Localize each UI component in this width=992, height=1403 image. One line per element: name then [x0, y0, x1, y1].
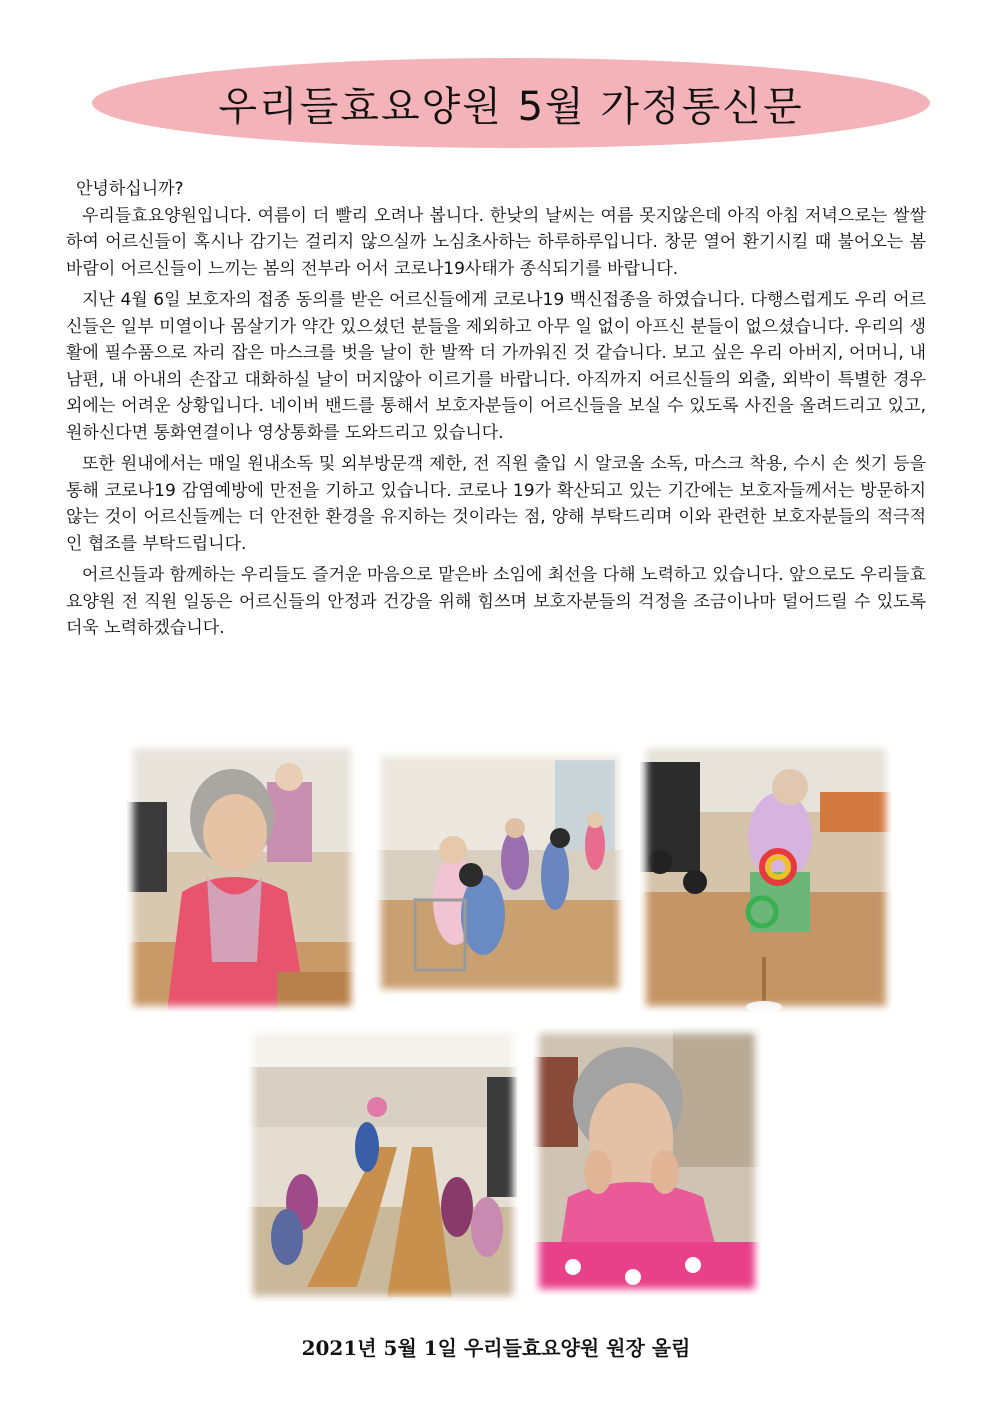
photo-resident-portrait	[127, 742, 357, 1012]
paragraph-closing: 어르신들과 함께하는 우리들도 즐거운 마음으로 맡은바 소임에 최선을 다해 노력하고 있습니다. 앞으로도 우리들효요양원 전 직원 일동은 어르신들의 안정과 건강을 위해 힘쓰며 보호자분들의 걱정을 조금이나마 덜어드릴 수 있도록 더욱 노력하겠습니다.	[66, 565, 926, 638]
greeting: 안녕하십니까?	[76, 179, 184, 199]
letter-body	[66, 176, 926, 647]
paragraph-prevention: 또한 원내에서는 매일 원내소독 및 외부방문객 제한, 전 직원 출입 시 알코올 소독, 마스크 착용, 수시 손 씻기 등을 통해 코로나19 감염예방에 만전을 기하고 있습니다. 코로나 19가 확산되고 있는 기간에는 보호자들께서는 방문하지 않는 것이 어르신들께는 더 안전한 환경을 유지하는 것이라는 점, 양해 부탁드리며 이와 관련한 보호자분들의 적극적인 협조를 부탁드립니다.	[66, 454, 926, 554]
photo-group-activity	[247, 1027, 519, 1302]
footer-signature: 2021년 5월 1일 우리들효요양원 원장 올림	[301, 1336, 691, 1360]
title-banner	[92, 58, 930, 148]
photo-smiling-resident	[533, 1027, 761, 1295]
photo-ring-toss	[640, 742, 892, 1012]
photo-walker-exercise	[375, 750, 625, 995]
page-title: 우리들효요양원 5월 가정통신문	[218, 83, 804, 130]
paragraph-intro: 우리들효요양원입니다. 여름이 더 빨리 오려나 봅니다. 한낮의 날씨는 여름 못지않은데 아직 아침 저녁으로는 쌀쌀하여 어르신들이 혹시나 감기는 걸리지 않으실까 노심초사하는 하루하루입니다. 창문 열어 환기시킬 때 불어오는 봄바람이 어르신들이 느끼는 봄의 전부라 어서 코로나19사태가 종식되기를 바랍니다.	[66, 205, 926, 279]
paragraph-vaccine: 지난 4월 6일 보호자의 접종 동의를 받은 어르신들에게 코로나19 백신접종을 하였습니다. 다행스럽게도 우리 어르신들은 일부 미열이나 몸살기가 약간 있으셨던 분들을 제외하고 아무 일 없이 아프신 분들이 없으셨습니다. 우리의 생활에 필수품으로 자리 잡은 마스크를 벗을 날이 한 발짝 더 가까워진 것 같습니다. 보고 싶은 우리 아버지, 어머니, 내 남편, 내 아내의 손잡고 대화하실 날이 머지않아 이르기를 바랍니다. 아직까지 어르신들의 외출, 외박이 특별한 경우 외에는 어려운 상황입니다. 네이버 밴드를 통해서 보호자분들이 어르신들을 보실 수 있도록 사진을 올려드리고 있고, 원하신다면 통화연결이나 영상통화를 도와드리고 있습니다.	[66, 290, 926, 443]
